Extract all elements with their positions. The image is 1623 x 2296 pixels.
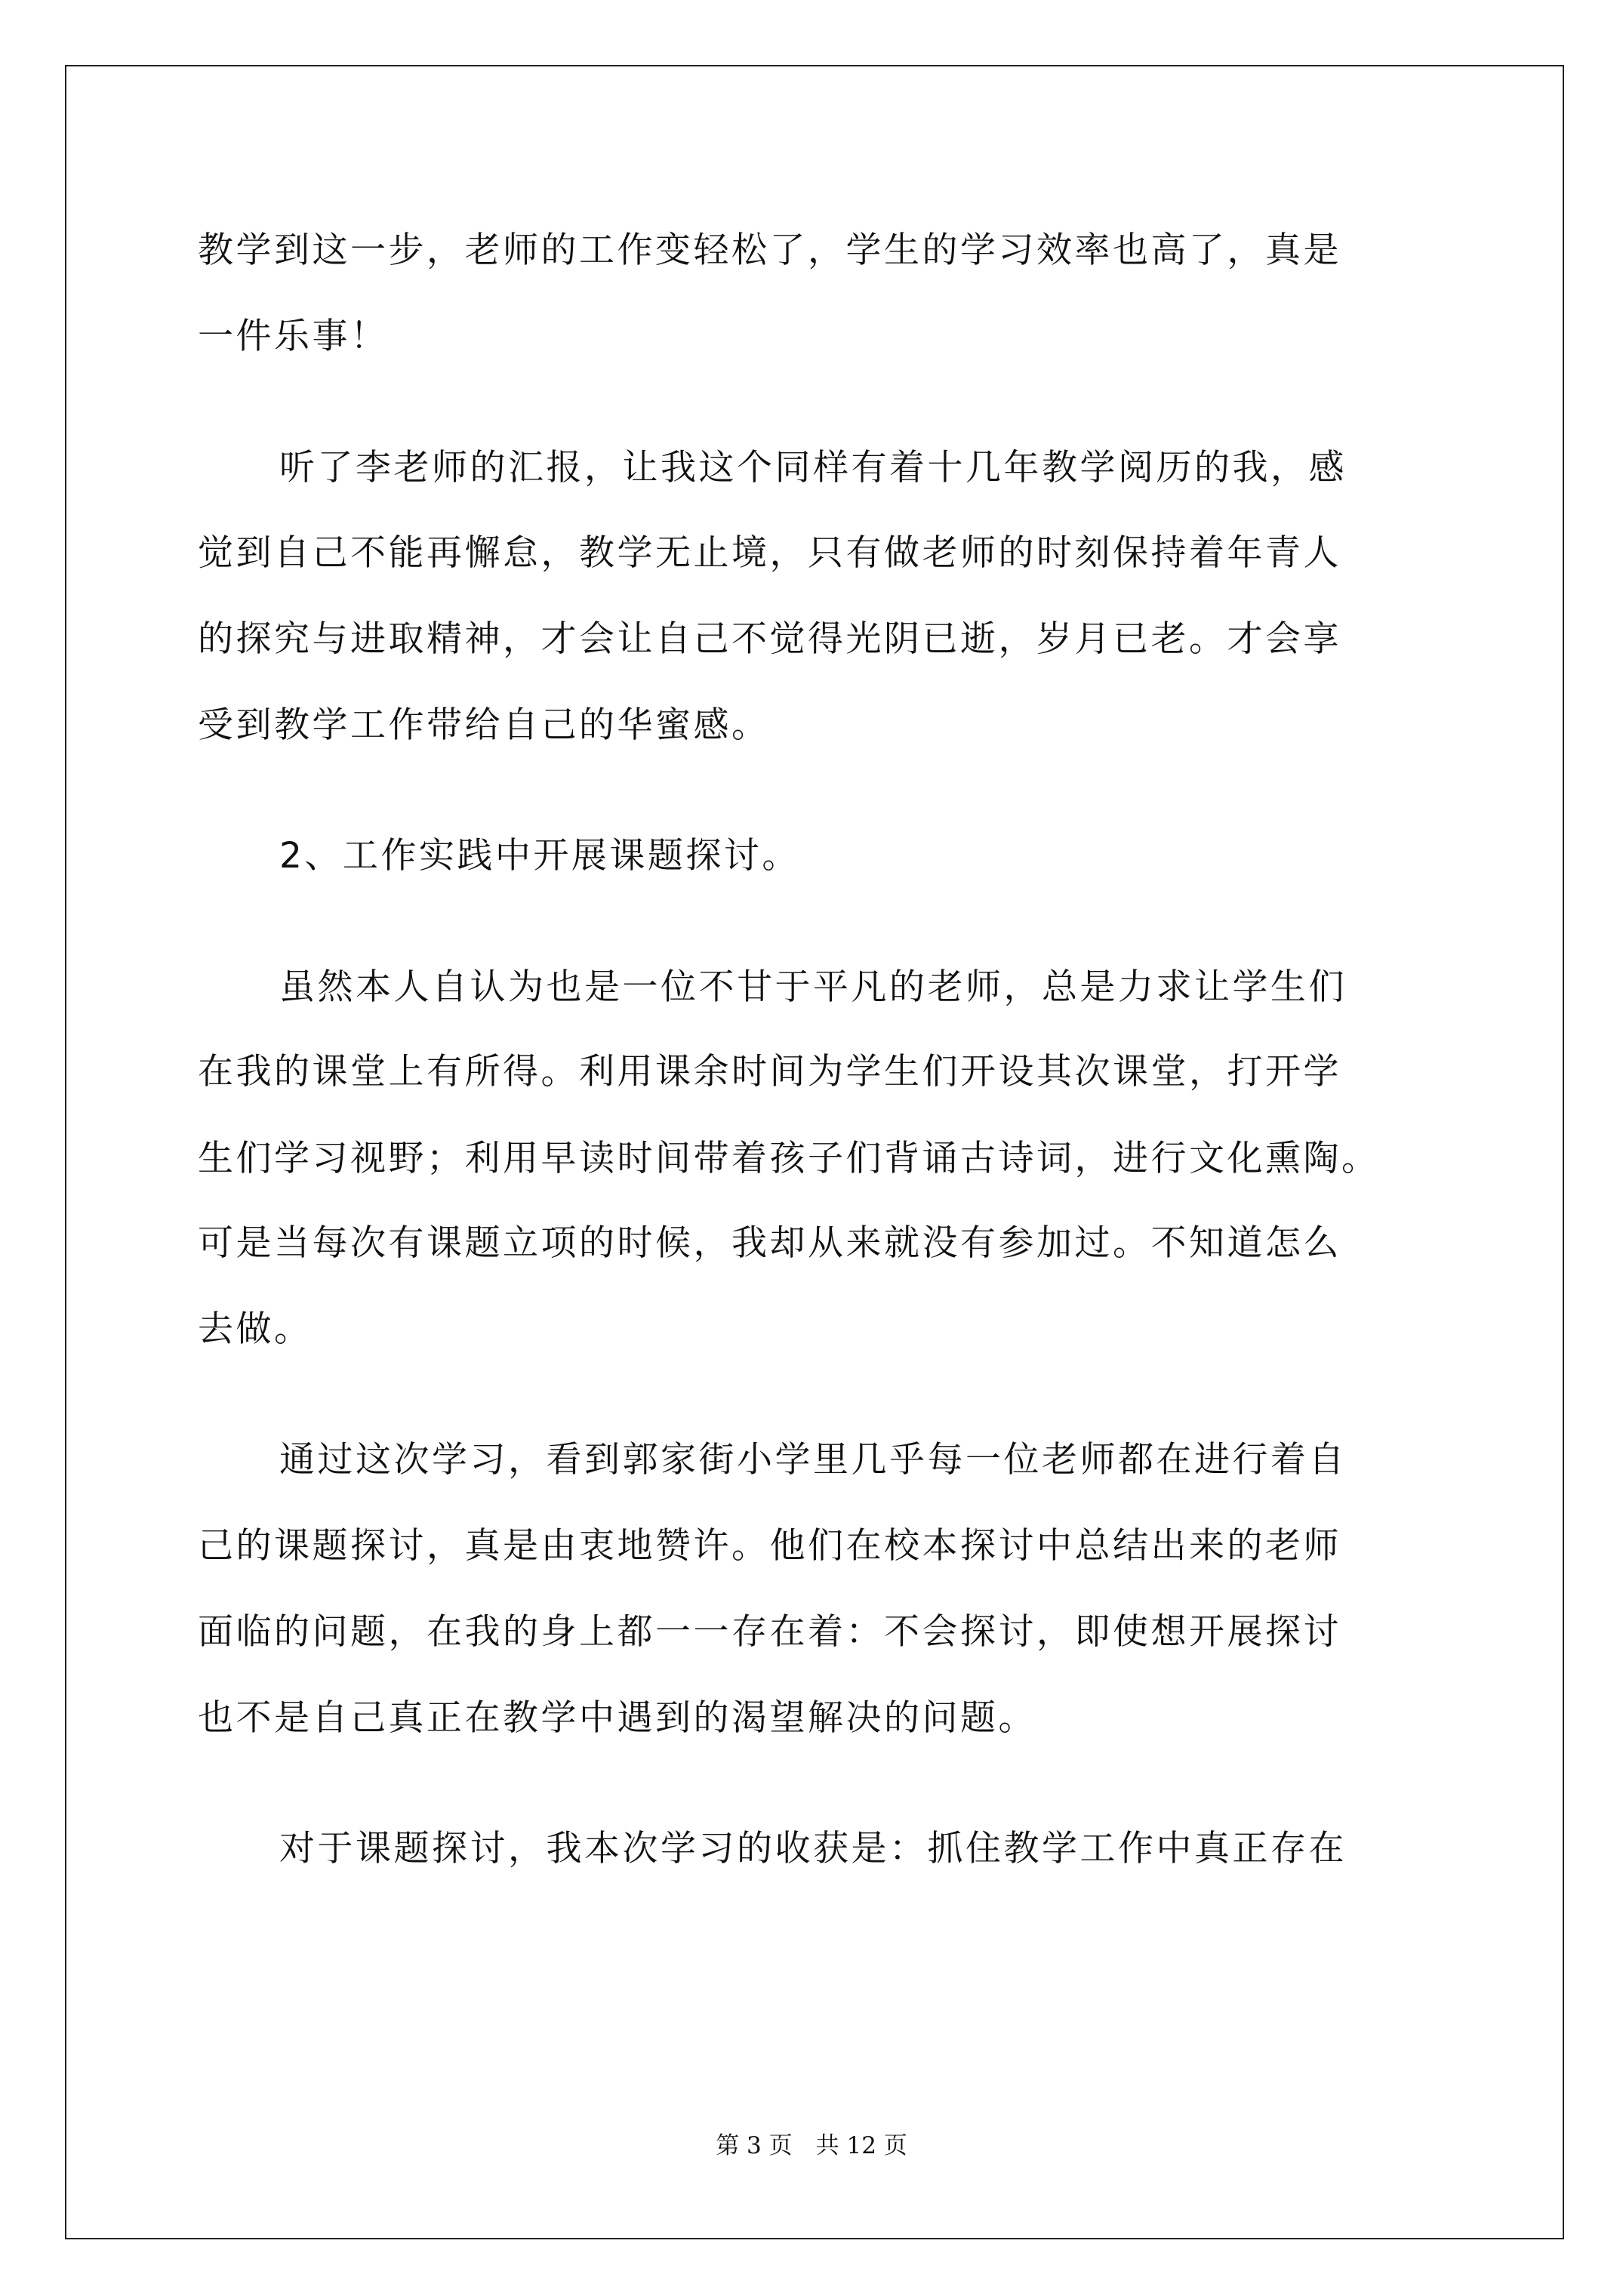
body-text-line: 面临的问题，在我的身上都一一存在着：不会探讨，即使想开展探讨 bbox=[198, 1611, 1341, 1653]
paragraph-first-line: 通过这次学习，看到郭家街小学里几乎每一位老师都在进行着自 bbox=[279, 1439, 1347, 1481]
page-number-footer: 第 3 页 共 12 页 bbox=[716, 2132, 907, 2159]
body-text-line: 在我的课堂上有所得。利用课余时间为学生们开设其次课堂，打开学 bbox=[198, 1051, 1341, 1093]
body-text-line: 己的课题探讨，真是由衷地赞许。他们在校本探讨中总结出来的老师 bbox=[198, 1525, 1341, 1567]
body-text-line: 的探究与进取精神，才会让自己不觉得光阴已逝，岁月已老。才会享 bbox=[198, 618, 1341, 660]
body-text-line: 受到教学工作带给自己的华蜜感。 bbox=[198, 704, 770, 746]
body-text-line: 一件乐事！ bbox=[198, 316, 389, 357]
body-text-line: 觉到自己不能再懈怠，教学无止境，只有做老师的时刻保持着年青人 bbox=[198, 532, 1341, 574]
body-text-line: 去做。 bbox=[198, 1308, 313, 1350]
body-text-line: 可是当每次有课题立项的时候，我却从来就没有参加过。不知道怎么 bbox=[198, 1222, 1341, 1264]
body-text-line: 生们学习视野；利用早读时间带着孩子们背诵古诗词，进行文化熏陶。 bbox=[198, 1138, 1380, 1179]
paragraph-first-line: 对于课题探讨，我本次学习的收获是：抓住教学工作中真正存在 bbox=[279, 1828, 1347, 1869]
paragraph-first-line: 听了李老师的汇报，让我这个同样有着十几年教学阅历的我，感 bbox=[279, 447, 1347, 488]
section-heading: 2、工作实践中开展课题探讨。 bbox=[279, 835, 800, 877]
body-text-line: 也不是自己真正在教学中遇到的渴望解决的问题。 bbox=[198, 1697, 1036, 1739]
body-text-line: 教学到这一步，老师的工作变轻松了，学生的学习效率也高了，真是 bbox=[198, 230, 1341, 271]
paragraph-first-line: 虽然本人自认为也是一位不甘于平凡的老师，总是力求让学生们 bbox=[279, 966, 1347, 1008]
